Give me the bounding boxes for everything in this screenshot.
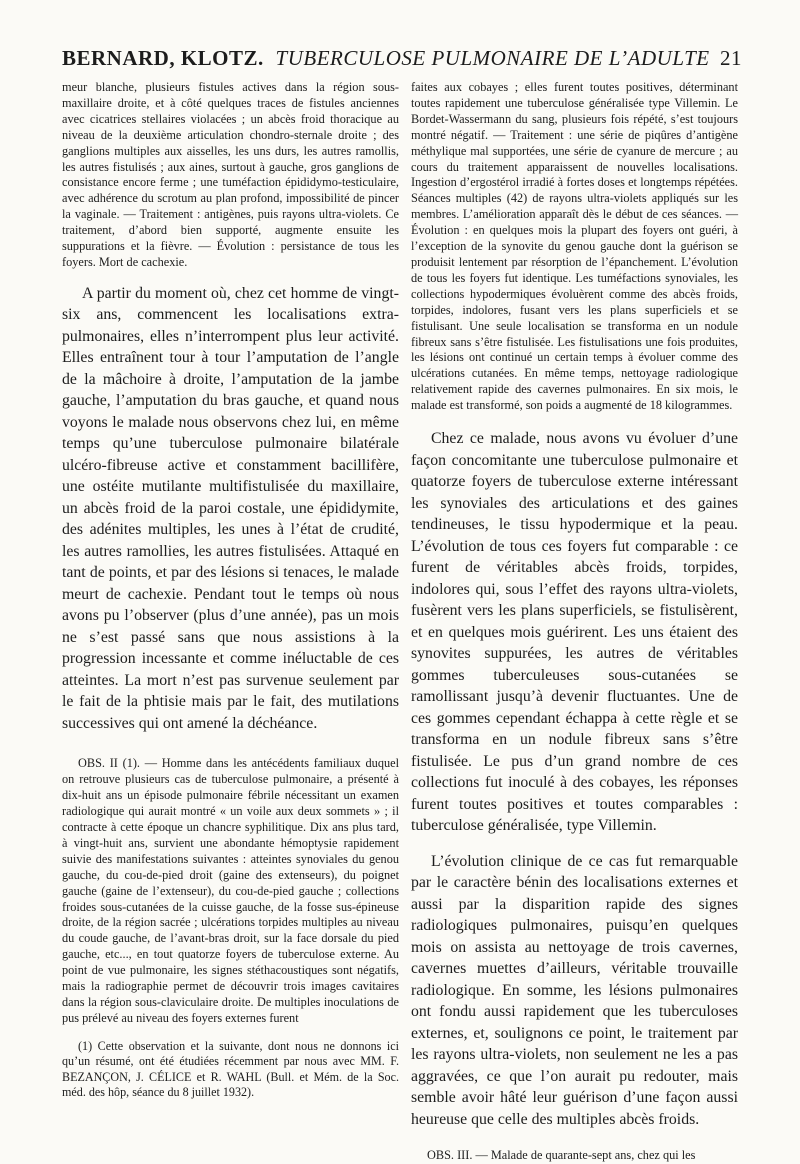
footnote: (1) Cette observation et la suivante, dont nous ne donnons ici qu’un résumé, ont été étudiées récemment par nous avec MM. F. BEZANÇON, J. CÉLICE et R. WAHL (Bull. et Mém. de la Soc. méd. des hôp, séance du 8 juillet 1932). — [62, 1038, 399, 1099]
left-discussion-paragraph: A partir du moment où, chez cet homme de vingt-six ans, commencent les localisations extra-pulmonaires, elles n’interrompent plus leur activité. Elles entraînent tour à tour l’amputation de l’angle de la mâchoire à droite, l’amputation de la jambe gauche, l’amputation du bras gauche, et quand nous voyons le malade nous observons chez lui, en même temps qu’une tuberculose pulmonaire bilatérale ulcéro-fibreuse active et constamment bacillifère, une ostéite mutilante multifistulisée du maxillaire, un abcès froid de la paroi costale, une épididymite, des adénites multiples, les unes à l’état de crudité, les autres ramollies, les autres fistulisées. Attaqué en tant de points, et par des lésions si tenaces, le malade meurt de cachexie. Pendant tout le temps où nous avons pu l’observer (plus d’une année), pas un mois ne s’est passé sans que nous assistions à la progression incessante et comme inéluctable de ces atteintes. La mort n’est pas survenue seulement par le fait de la phtisie mais par le fait, des mutilations successives qui ont amené la déchéance. — [62, 284, 399, 732]
observation-2-paragraph: OBS. II (1). — Homme dans les antécédents familiaux duquel on retrouve plusieurs cas de tuberculose pulmonaire, a présenté à dix-huit ans un épisode pulmonaire fébrile nécessitant un examen radiologique qui aurait montré « un voile aux deux sommets » ; il contracte à cette époque un chancre syphilitique. Dix ans plus tard, à vingt-huit ans, survient une abondante hémoptysie rapidement suivie des manifestations suivantes : atteintes synoviales du genou gauche, du cou-de-pied droit (gaine des extenseurs), du poignet gauche (gaine de l’extenseur), du cou-de-pied gauche ; collections froides sous-cutanées de la cuisse gauche, de la fosse sus-épineuse droite, de la région sacrée ; ulcérations torpides multiples au niveau du coude gauche, de l’avant-bras droit, sur la face dorsale du pied gauche, etc..., en tout quatorze foyers de tuberculose externe. Au point de vue pulmonaire, les signes stéthacoustiques sont négatifs, mais la radiographie permet de découvrir trois images cavitaires dans la région sous-claviculaire droite. De multiples inoculations de pus prélevé au niveau des foyers externes furent — [62, 756, 399, 1025]
header-title: TUBERCULOSE PULMONAIRE DE L’ADULTE — [275, 46, 710, 70]
right-case-continuation: faites aux cobayes ; elles furent toutes positives, déterminant toutes rapidement une tuberculose généralisée type Villemin. Le Bordet-Wassermann du sang, plusieurs fois répété, s’est toujours montré négatif. — Traitement : une série de piqûres d’antigène méthylique mal supportées, une série de cyanure de mercure ; au cours du traitement apparaissent de nouvelles localisations. Ingestion d’ergostérol irradié à fortes doses et longtemps répétées. Séances multiples (42) de rayons ultra-violets appliqués sur les membres. L’amélioration apparaît dès le début de ces séances. — Évolution : en quelques mois la plupart des foyers ont guéri, à l’exception de la synovite du genou gauche dont la guérison se produisit lentement par résorption de l’épanchement. L’évolution de tous les foyers fut identique. Les tuméfactions synoviales, les collections hypodermiques évoluèrent comme des abcès froids, torpides, indolores, fusant vers les plans superficiels et se fistulisant. Une seule localisation se transforma en un nodule fibreux sans s’être fistulisée. Les fistulisations une fois produites, les lésions ont continué un certain temps à évoluer comme des ulcérations cutanées. En même temps, nettoyage radiologique relativement rapide des cavernes pulmonaires. En six mois, le malade est transformé, son poids a augmenté de 18 kilogrammes. — [411, 80, 738, 413]
left-column — [62, 80, 399, 1100]
left-case-continuation: meur blanche, plusieurs fistules actives dans la région sous-maxillaire droite, et à côté quelques traces de fistules anciennes avec cicatrices stellaires violacées ; un abcès froid thoracique au niveau de la deuxième articulation chondro-sternale droite ; des ganglions multiples aux aisselles, les uns durs, les autres ramollis, les autres fistulisés ; aux aines, surtout à gauche, gros ganglions de consistance encore ferme ; une tuméfaction épididymo-testiculaire, avec adhérence du scrotum au plan profond, impossibilité de pincer la vaginale. — Traitement : antigènes, puis rayons ultra-violets. Ce traitement, d’abord bien supporté, augmente ensuite les suppurations et la fièvre. — Évolution : persistance de tous les foyers. Mort de cachexie. — [62, 80, 399, 269]
right-column — [411, 80, 738, 1164]
right-discussion-paragraph-2: L’évolution clinique de ce cas fut remarquable par le caractère bénin des localisations externes et aussi par la disparition rapide des signes radiologiques pulmonaires, puisqu’en quelques mois on assista au nettoyage de trois cavernes, cavernes muettes d’ailleurs, véritable trouvaille radiologique. En somme, les lésions pulmonaires ont fondu aussi rapidement que les tuberculoses externes, et, soulignons ce point, le traitement par les rayons ultra-violets, non seulement ne les a pas aggravées, ce que l’on aurait pu redouter, mais semble avoir hâté leur guérison d’une façon aussi heureuse que celle des multiples abcès froids. — [411, 852, 738, 1128]
right-discussion-paragraph-1: Chez ce malade, nous avons vu évoluer d’une façon concomitante une tuberculose pulmonaire et quatorze foyers de tuberculose externe intéressant les synoviales des articulations et des gaines tendineuses, le tissu hypodermique et la peau. L’évolution de tous ces foyers fut comparable : ce furent de véritables abcès froids, torpides, indolores qui, sous l’effet des rayons ultra-violets, fusèrent vers les plans superficiels, se fistulisèrent, et en quelques mois guérirent. Les uns étaient des synovites suppurées, les autres de véritables gommes tuberculeuses sous-cutanées se ramollissant jusqu’à devenir fluctuantes. Une de ces gommes cependant échappa à cette règle et se transforma en un nodule fibreux sans s’être fistulisée. Le pus d’un grand nombre de ces collections fut inoculé à des cobayes, les réponses furent toutes positives et toutes comparables : tuberculose généralisée, type Villemin. — [411, 430, 738, 835]
observation-3-start: OBS. III. — Malade de quarante-sept ans, chez qui les — [427, 1148, 696, 1163]
page-number: 21 — [720, 46, 742, 70]
running-header — [62, 46, 742, 71]
header-authors: BERNARD, KLOTZ. — [62, 46, 264, 70]
